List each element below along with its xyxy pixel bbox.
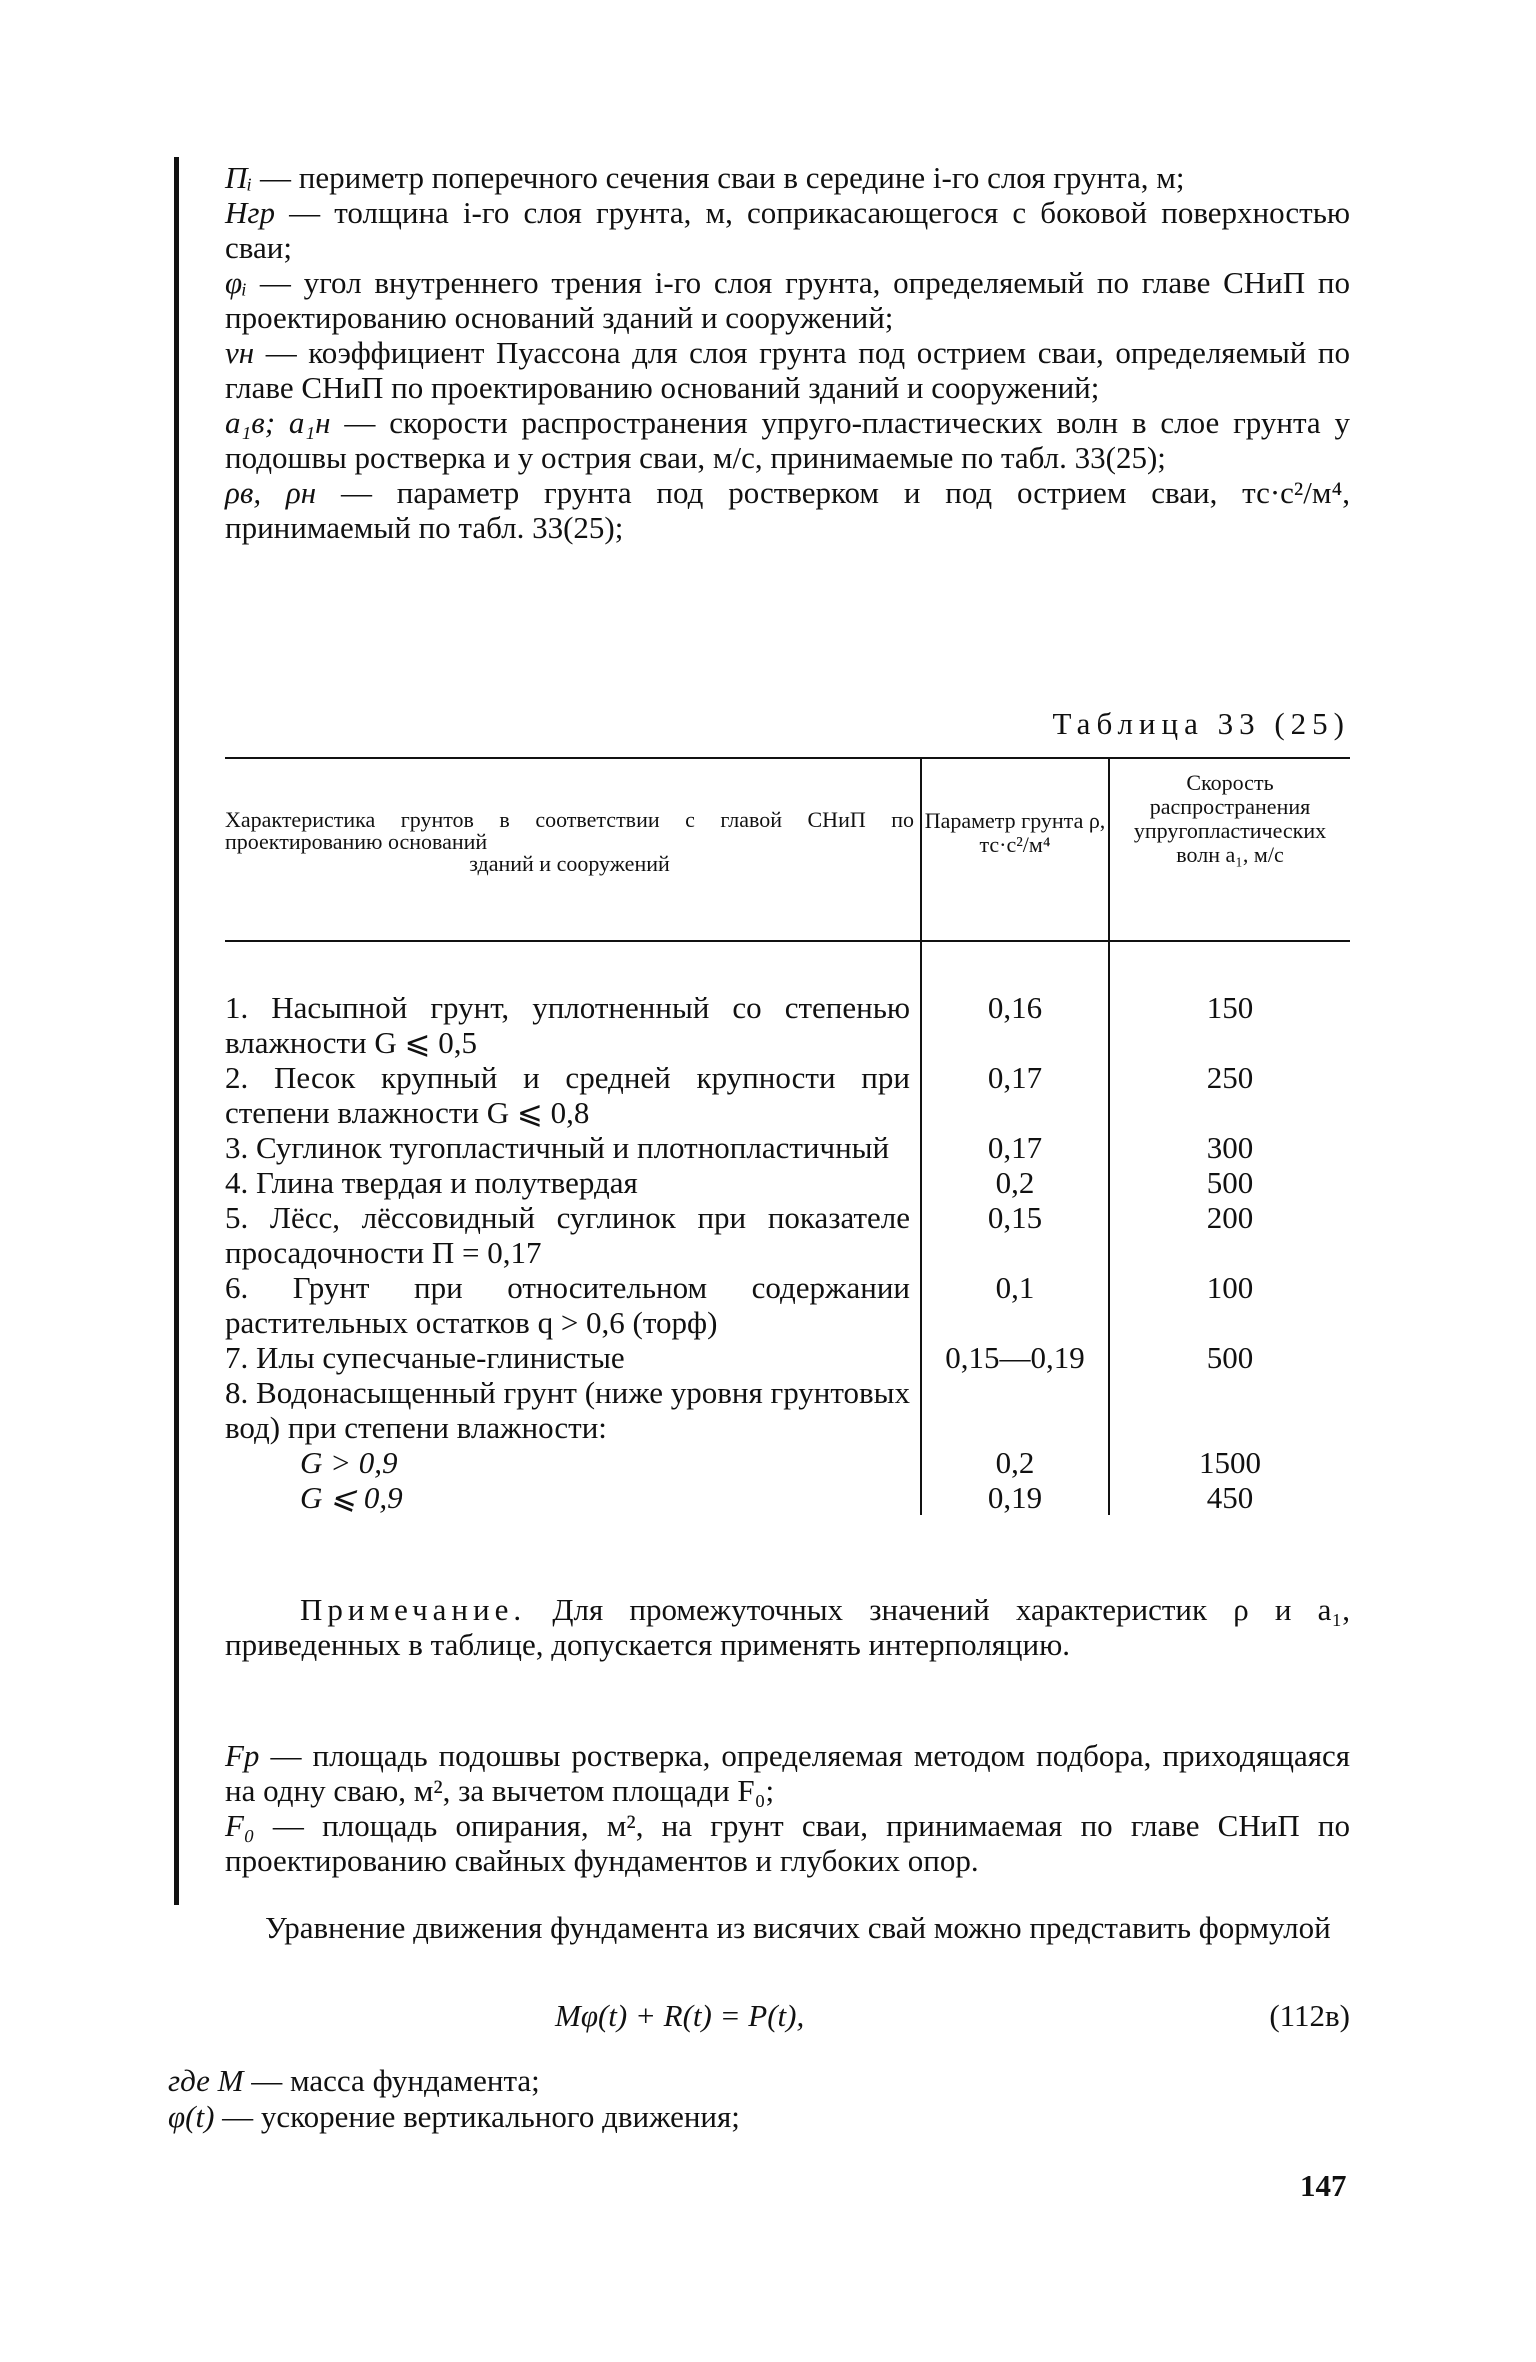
definition-item <box>225 195 1350 265</box>
symbol: νн <box>225 335 255 370</box>
table-header <box>225 759 1350 940</box>
cell-parameter: 0,17 <box>920 1130 1110 1165</box>
cell-speed: 300 <box>1206 1130 1254 1165</box>
definition-item <box>225 265 1350 335</box>
table-row <box>225 1270 1350 1340</box>
cell-parameter: 0,16 <box>920 990 1110 1060</box>
cell-speed: 500 <box>1206 1165 1254 1200</box>
symbol: φᵢ <box>225 265 248 300</box>
table-row <box>225 1060 1350 1130</box>
margin-bar <box>174 157 179 1905</box>
where-item <box>168 2063 1348 2099</box>
cell-speed: 150 <box>1206 990 1254 1025</box>
cell-speed: 500 <box>1206 1340 1254 1375</box>
cell-speed: 1500 <box>1199 1445 1261 1480</box>
cell-speed: 250 <box>1206 1060 1254 1095</box>
cell-parameter: 0,15 <box>920 1200 1110 1270</box>
definition-text: — площадь опирания, м², на грунт сваи, принимаемая по главе СНиП по проектированию свайных фундаментов и глубоких опор. <box>225 1808 1350 1878</box>
table-row <box>225 1480 1350 1515</box>
table-row <box>225 1445 1350 1480</box>
table-row <box>225 1200 1350 1270</box>
symbol: a₁в; a₁н <box>225 405 331 440</box>
header-parameter: Параметр грунта ρ, тс·с²/м⁴ <box>920 759 1110 940</box>
table-row <box>225 1165 1350 1200</box>
note-label: Примечание. <box>300 1592 527 1627</box>
table-row <box>225 1375 1350 1445</box>
definition-text: — коэффициент Пуассона для слоя грунта под острием сваи, определяемый по главе СНиП по проектированию оснований зданий и сооружений; <box>225 335 1350 405</box>
definitions-list <box>225 160 1350 545</box>
symbol: φ(t) <box>168 2099 215 2134</box>
cell-speed <box>1110 1375 1350 1445</box>
header-text: Характеристика грунтов в соответствии с главой СНиП по проектированию оснований <box>225 807 914 854</box>
cell-description: G ⩽ 0,9 <box>300 1480 403 1515</box>
where-text: — ускорение вертикального движения; <box>214 2099 740 2134</box>
cell-parameter: 0,19 <box>920 1480 1110 1515</box>
definition-text: — параметр грунта под ростверком и под острием сваи, тс·с²/м⁴, принимаемый по табл. 33(25); <box>225 475 1350 545</box>
definition-item <box>225 160 1350 195</box>
cell-description: 2. Песок крупный и средней крупности при степени влажности G ⩽ 0,8 <box>225 1060 910 1130</box>
cell-parameter: 0,1 <box>920 1270 1110 1340</box>
definition-text: — периметр поперечного сечения сваи в середине i-го слоя грунта, м; <box>252 160 1185 195</box>
soil-table <box>225 757 1350 1515</box>
definition-item <box>225 1808 1350 1878</box>
definition-text: — угол внутреннего трения i-го слоя грунта, определяемый по главе СНиП по проектированию оснований зданий и сооружений; <box>225 265 1350 335</box>
table-row <box>225 990 1350 1060</box>
header-characteristic <box>225 759 920 940</box>
definition-item <box>225 405 1350 475</box>
note-text: Для промежуточных значений характеристик ρ и a₁, приведенных в таблице, допускается применять интерполяцию. <box>225 1592 1350 1662</box>
cell-description: 3. Суглинок тугопластичный и плотнопластичный <box>225 1130 890 1165</box>
cell-parameter: 0,2 <box>920 1165 1110 1200</box>
cell-description: 8. Водонасыщенный грунт (ниже уровня грунтовых вод) при степени влажности: <box>225 1375 910 1445</box>
table-caption: Таблица 33 (25) <box>1052 706 1350 741</box>
definition-item <box>225 475 1350 545</box>
where-item <box>168 2099 1348 2135</box>
paragraph: Уравнение движения фундамента из висячих свай можно представить формулой <box>265 1910 1331 1945</box>
symbol: Fр <box>225 1738 260 1773</box>
symbol: ρв, ρн <box>225 475 317 510</box>
equation-number: (112в) <box>1269 1998 1350 2033</box>
cell-description: 1. Насыпной грунт, уплотненный со степенью влажности G ⩽ 0,5 <box>225 990 910 1060</box>
definition-text: — площадь подошвы ростверка, определяемая методом подбора, приходящаяся на одну сваю, м², за вычетом площади F₀; <box>225 1738 1350 1808</box>
cell-parameter: 0,17 <box>920 1060 1110 1130</box>
table-note <box>225 1592 1350 1662</box>
symbol: Hгр <box>225 195 275 230</box>
symbol: F₀ <box>225 1808 255 1843</box>
definition-item <box>225 335 1350 405</box>
table-row <box>225 1340 1350 1375</box>
cell-parameter <box>920 1375 1110 1445</box>
cell-parameter: 0,15—0,19 <box>920 1340 1110 1375</box>
cell-description: 5. Лёсс, лёссовидный суглинок при показателе просадочности П = 0,17 <box>225 1200 910 1270</box>
cell-speed: 100 <box>1206 1270 1254 1305</box>
where-list <box>168 2063 1348 2135</box>
table-row <box>225 1130 1350 1165</box>
cell-speed: 200 <box>1206 1200 1254 1235</box>
equation-formula: Mφ(t) + R(t) = P(t), <box>555 1998 805 2033</box>
header-speed: Скорость распространения упругопластических волн a₁, м/с <box>1133 770 1327 867</box>
definition-text: — толщина i-го слоя грунта, м, соприкасающегося с боковой поверхностью сваи; <box>225 195 1350 265</box>
page-number: 147 <box>1300 2168 1347 2203</box>
cell-parameter: 0,2 <box>920 1445 1110 1480</box>
cell-description: 4. Глина твердая и полутвердая <box>225 1165 638 1200</box>
cell-description: 7. Илы супесчаные-глинистые <box>225 1340 625 1375</box>
table-body <box>225 942 1350 1515</box>
cell-description: G > 0,9 <box>300 1445 398 1480</box>
definition-text: — скорости распространения упруго-пластических волн в слое грунта у подошвы ростверка и у острия сваи, м/с, принимаемые по табл. 33(25); <box>225 405 1350 475</box>
where-text: — масса фундамента; <box>243 2063 540 2098</box>
cell-description: 6. Грунт при относительном содержании растительных остатков q > 0,6 (торф) <box>225 1270 910 1340</box>
definitions-list-2 <box>225 1738 1350 1878</box>
symbol: Пᵢ <box>225 160 253 195</box>
cell-speed: 450 <box>1206 1480 1254 1515</box>
definition-item <box>225 1738 1350 1808</box>
header-text: зданий и сооружений <box>469 851 670 876</box>
symbol: где M <box>168 2063 244 2098</box>
